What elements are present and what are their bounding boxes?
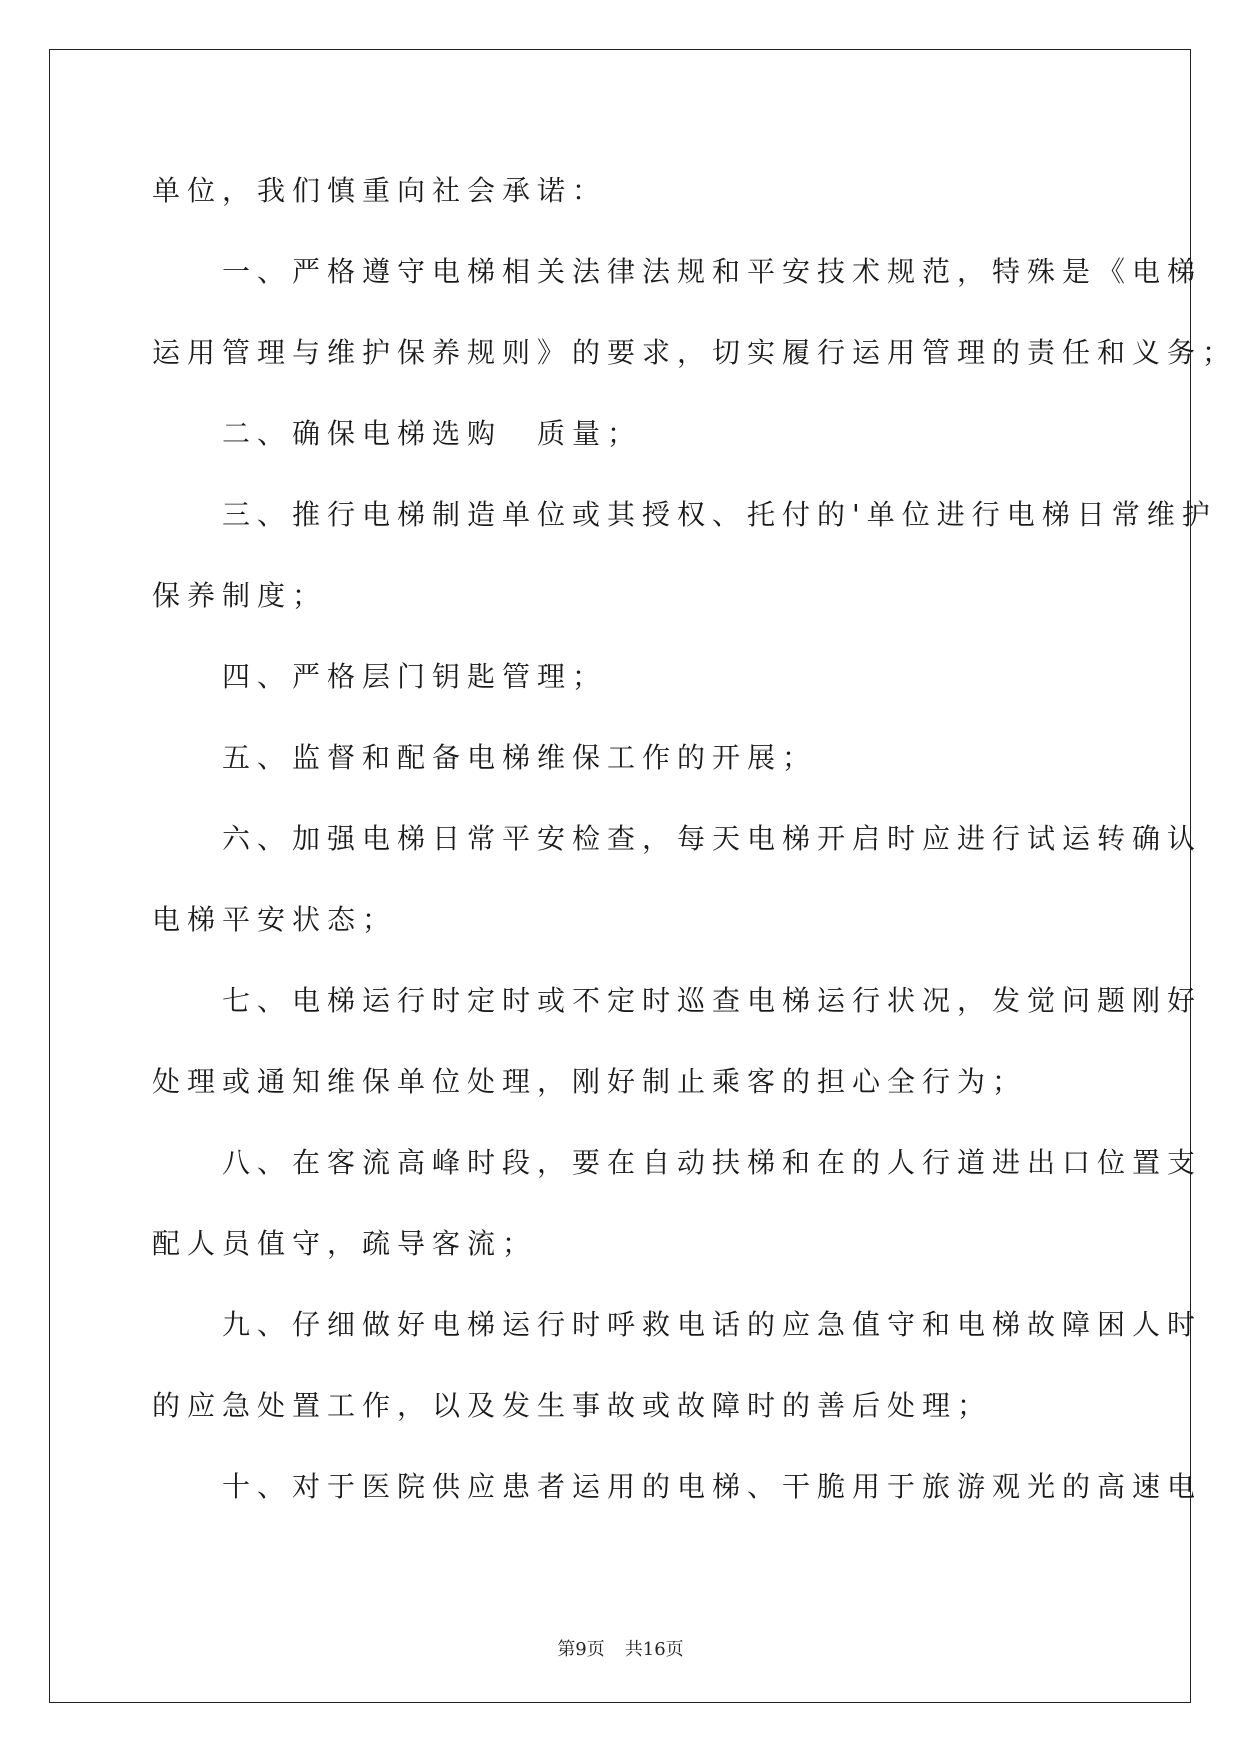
text-line: 五、监督和配备电梯维保工作的开展； — [152, 741, 818, 774]
text-line: 七、电梯运行时定时或不定时巡查电梯运行状况，发觉问题刚好 — [152, 984, 1203, 1017]
text-line: 四、严格层门钥匙管理； — [152, 660, 608, 693]
page-total: 共16页 — [624, 1639, 684, 1660]
text-line: 处理或通知维保单位处理，刚好制止乘客的担心全行为； — [152, 1065, 1028, 1098]
text-line: 二、确保电梯选购 质量； — [152, 417, 643, 450]
text-line: 单位，我们慎重向社会承诺： — [152, 174, 608, 207]
text-line: 一、严格遵守电梯相关法律法规和平安技术规范，特殊是《电梯 — [152, 255, 1203, 288]
text-line: 运用管理与维护保养规则》的要求，切实履行运用管理的责任和义务； — [152, 336, 1238, 369]
page-border — [49, 49, 1238, 1703]
page-footer — [0, 1641, 1241, 1659]
text-line: 保养制度； — [152, 579, 328, 612]
text-line: 六、加强电梯日常平安检查，每天电梯开启时应进行试运转确认 — [152, 822, 1203, 855]
text-line: 的应急处置工作，以及发生事故或故障时的善后处理； — [152, 1389, 993, 1422]
text-line: 电梯平安状态； — [152, 903, 398, 936]
text-line: 十、对于医院供应患者运用的电梯、干脆用于旅游观光的高速电 — [152, 1470, 1203, 1503]
text-line: 八、在客流高峰时段，要在自动扶梯和在的人行道进出口位置支 — [152, 1146, 1203, 1179]
text-line: 九、仔细做好电梯运行时呼救电话的应急值守和电梯故障困人时 — [152, 1308, 1203, 1341]
page-number: 第9页 — [557, 1639, 605, 1660]
text-line: 配人员值守，疏导客流； — [152, 1227, 538, 1260]
text-line: 三、推行电梯制造单位或其授权、托付的'单位进行电梯日常维护 — [152, 498, 1217, 531]
